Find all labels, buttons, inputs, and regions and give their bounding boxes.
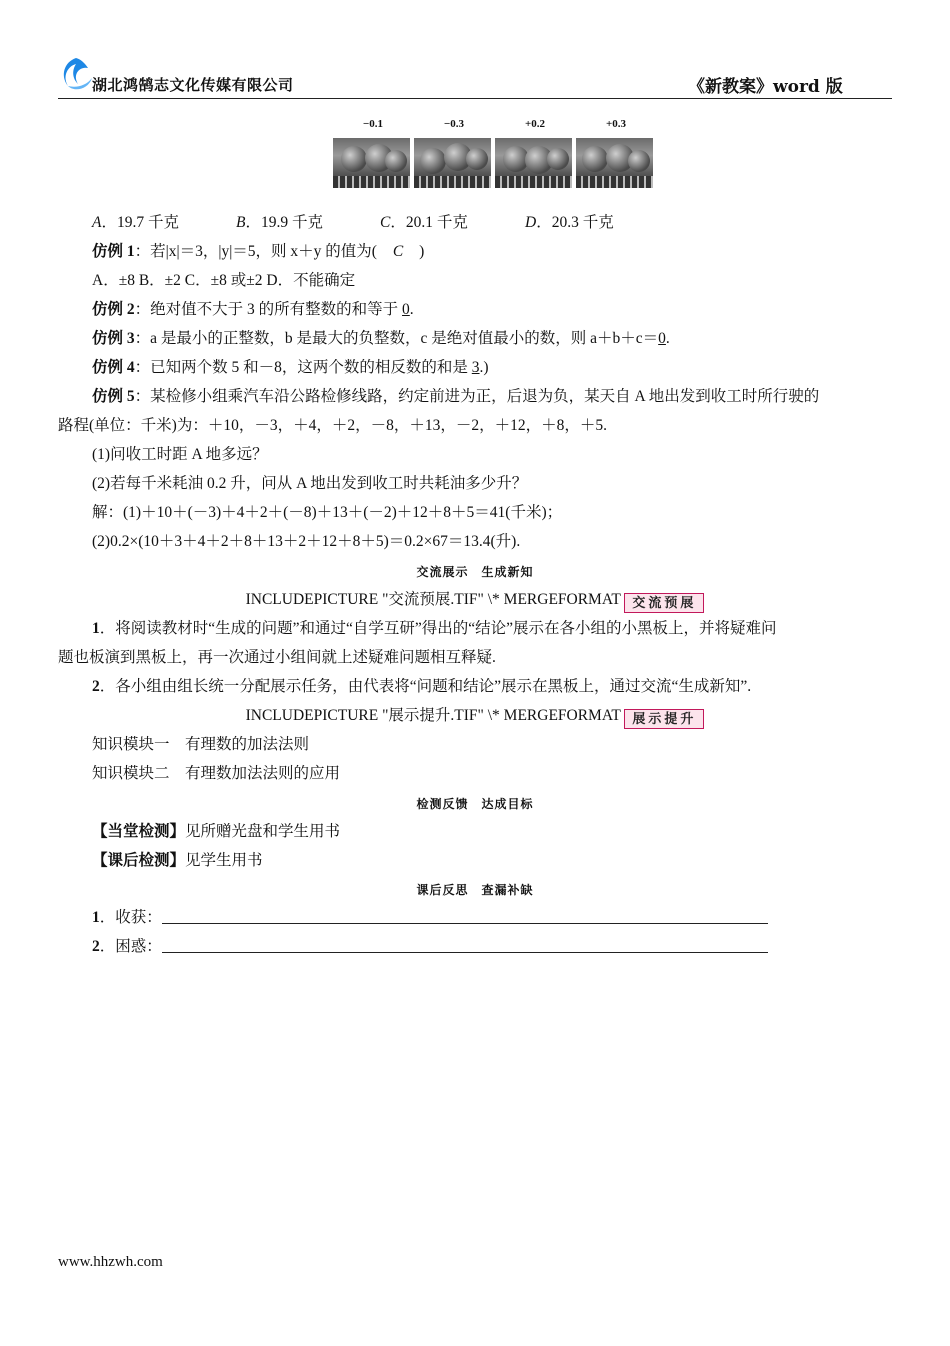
item-number: 1 bbox=[92, 909, 100, 926]
example-4 bbox=[92, 358, 489, 378]
option-text: ．19.9 千克 bbox=[245, 214, 323, 231]
basket-photo bbox=[495, 138, 572, 188]
include-text: INCLUDEPICTURE "交流预展.TIF" \* MERGEFORMAT bbox=[245, 591, 625, 608]
footer-url[interactable]: www.hhzwh.com bbox=[58, 1254, 163, 1270]
reflect-doubt bbox=[92, 937, 768, 957]
basket-photo bbox=[414, 138, 491, 188]
section-title-exchange: 交流展示 生成新知 bbox=[416, 565, 534, 579]
answer-options bbox=[525, 213, 614, 233]
photo-label: −0.3 bbox=[443, 118, 465, 130]
example-label: 仿例 1 bbox=[92, 243, 135, 260]
exchange-paragraph-1 bbox=[92, 619, 777, 639]
section-title-check: 检测反馈 达成目标 bbox=[416, 797, 534, 811]
check-text: 见所赠光盘和学生用书 bbox=[185, 823, 341, 840]
example-answer: 0 bbox=[402, 301, 410, 318]
example-1-options: A．±8 B．±2 C．±8 或±2 D．不能确定 bbox=[92, 272, 356, 289]
reflect-label: ．收获： bbox=[99, 909, 162, 926]
example-5-question-2: (2)若每千米耗油 0.2 升，问从 A 地出发到收工时共耗油多少升？ bbox=[92, 475, 528, 492]
section-title-reflect: 课后反思 查漏补缺 bbox=[416, 883, 534, 897]
example-text: ：已知两个数 5 和－8，这两个数的相反数的和是 bbox=[134, 359, 472, 376]
example-label: 仿例 4 bbox=[92, 359, 135, 376]
option-text: ．20.3 千克 bbox=[536, 214, 614, 231]
example-5 bbox=[92, 387, 819, 407]
option-letter: A bbox=[92, 214, 102, 231]
company-name: 湖北鸿鹄志文化传媒有限公司 bbox=[92, 76, 294, 94]
include-field-exchange bbox=[58, 590, 892, 613]
example-5-solution-2: (2)0.2×(10＋3＋4＋2＋8＋13＋2＋12＋8＋5)＝0.2×67＝13.4(升). bbox=[92, 533, 521, 550]
edition-label: 《新教案》word 版 bbox=[688, 77, 843, 97]
include-field-show bbox=[58, 706, 892, 729]
reflect-gain bbox=[92, 908, 768, 928]
item-number: 2 bbox=[92, 938, 100, 955]
photo-label: +0.2 bbox=[524, 118, 546, 130]
option-letter: D bbox=[525, 214, 537, 231]
example-5-solution-1: 解：(1)＋10＋(－3)＋4＋2＋(－8)＋13＋(－2)＋12＋8＋5＝41(千米)； bbox=[92, 504, 563, 521]
example-close: ) bbox=[419, 243, 425, 260]
example-label: 仿例 3 bbox=[92, 330, 135, 347]
example-end: . bbox=[409, 301, 414, 318]
example-5-data: 路程(单位：千米)为：＋10，－3，＋4，＋2，－8，＋13，－2，＋12，＋8，＋5. bbox=[58, 417, 607, 434]
exchange-paragraph-1-cont: 题也板演到黑板上，再一次通过小组间就上述疑难问题相互释疑. bbox=[58, 649, 496, 666]
photo-label: +0.3 bbox=[605, 118, 627, 130]
item-text: ．将阅读教材时“生成的问题”和通过“自学互研”得出的“结论”展示在各小组的小黑板上，并将疑难问 bbox=[99, 620, 777, 637]
item-number: 2 bbox=[92, 678, 100, 695]
basket-photo bbox=[333, 138, 410, 188]
answer-options bbox=[380, 213, 468, 233]
example-5-question-1: (1)问收工时距 A 地多远？ bbox=[92, 446, 268, 463]
example-end: . bbox=[665, 330, 670, 347]
example-text: ：若|x|＝3，|y|＝5，则 x＋y 的值为( bbox=[134, 243, 377, 260]
knowledge-module-2: 知识模块二 有理数加法法则的应用 bbox=[92, 765, 341, 782]
example-text: ：某检修小组乘汽车沿公路检修线路，约定前进为正，后退为负，某天自 A 地出发到收工时所行驶的 bbox=[134, 388, 820, 405]
option-letter: B bbox=[236, 214, 246, 231]
basket-photo bbox=[576, 138, 653, 188]
example-label: 仿例 5 bbox=[92, 388, 135, 405]
gain-blank-line[interactable] bbox=[162, 909, 768, 924]
header-divider bbox=[58, 98, 892, 99]
item-text: ．各小组由组长统一分配展示任务，由代表将“问题和结论”展示在黑板上，通过交流“生成新知”. bbox=[99, 678, 752, 695]
exchange-paragraph-2 bbox=[92, 677, 751, 697]
show-badge: 展示提升 bbox=[624, 709, 704, 729]
weight-photos bbox=[333, 118, 653, 190]
doubt-blank-line[interactable] bbox=[162, 938, 768, 953]
exchange-badge: 交流预展 bbox=[624, 593, 704, 613]
company-logo bbox=[58, 56, 94, 92]
example-3 bbox=[92, 329, 670, 349]
option-letter: C bbox=[380, 214, 391, 231]
check-text: 见学生用书 bbox=[185, 852, 263, 869]
example-answer: 0 bbox=[658, 330, 666, 347]
answer-options bbox=[236, 213, 323, 233]
check-label: 【当堂检测】 bbox=[92, 823, 186, 840]
example-1 bbox=[92, 242, 424, 262]
option-text: ．19.7 千克 bbox=[101, 214, 179, 231]
class-check bbox=[92, 822, 340, 842]
option-text: ．20.1 千克 bbox=[390, 214, 468, 231]
example-end: .) bbox=[479, 359, 489, 376]
knowledge-module-1: 知识模块一 有理数的加法法则 bbox=[92, 736, 310, 753]
check-label: 【课后检测】 bbox=[92, 852, 186, 869]
example-2 bbox=[92, 300, 414, 320]
after-class-check bbox=[92, 851, 263, 871]
example-label: 仿例 2 bbox=[92, 301, 135, 318]
example-text: ：a 是最小的正整数，b 是最大的负整数，c 是绝对值最小的数，则 a＋b＋c＝ bbox=[134, 330, 659, 347]
reflect-label: ．困惑： bbox=[99, 938, 162, 955]
answer-options bbox=[92, 213, 179, 233]
example-answer: 3 bbox=[471, 359, 480, 376]
example-text: ：绝对值不大于 3 的所有整数的和等于 bbox=[134, 301, 403, 318]
photo-label: −0.1 bbox=[362, 118, 384, 130]
item-number: 1 bbox=[92, 620, 100, 637]
example-answer: C bbox=[392, 243, 404, 260]
include-text: INCLUDEPICTURE "展示提升.TIF" \* MERGEFORMAT bbox=[245, 707, 625, 724]
